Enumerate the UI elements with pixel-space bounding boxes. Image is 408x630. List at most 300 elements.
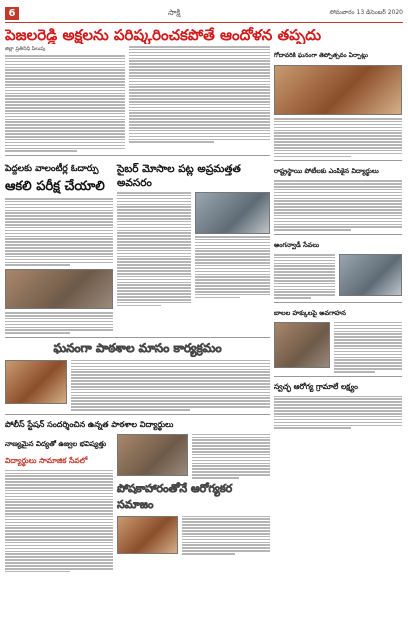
story3-headline: సైబర్ మోసాల పట్ల అప్రమత్తత అవసరం	[117, 162, 241, 189]
text-line	[5, 539, 113, 541]
text-line	[117, 224, 191, 226]
text-line	[129, 69, 270, 71]
text-line	[195, 271, 270, 273]
text-line	[5, 484, 113, 486]
text-line	[195, 282, 270, 284]
text-line	[5, 312, 113, 314]
text-line	[71, 392, 270, 394]
text-line	[5, 215, 113, 217]
text-line	[129, 78, 270, 80]
text-line	[274, 147, 402, 149]
text-line	[274, 297, 311, 299]
text-line	[5, 75, 125, 77]
text-line	[129, 115, 270, 117]
text-line	[71, 371, 270, 373]
text-line	[5, 139, 125, 141]
text-line	[334, 368, 402, 370]
text-line	[274, 150, 402, 152]
side-top-body-text	[274, 118, 402, 157]
text-line	[117, 290, 191, 292]
text-line	[192, 468, 270, 470]
text-line	[71, 383, 270, 385]
text-line	[5, 527, 113, 529]
text-line	[5, 198, 113, 200]
text-line	[5, 315, 113, 317]
text-line	[274, 416, 402, 418]
text-line	[274, 396, 402, 398]
text-line	[5, 259, 113, 261]
side-story-c-body	[334, 322, 402, 373]
text-line	[117, 267, 191, 269]
lead-body-text	[5, 55, 125, 152]
text-line	[5, 519, 113, 521]
text-line	[5, 504, 113, 506]
story3-body-text	[117, 192, 191, 306]
text-line	[71, 369, 270, 371]
text-line	[195, 297, 240, 299]
text-line	[274, 118, 402, 120]
text-line	[195, 288, 270, 290]
text-line	[117, 264, 191, 266]
story2-subheadline: ఆకలి పరీక్ష చేయాలి	[5, 178, 105, 194]
text-line	[5, 473, 113, 475]
text-line	[192, 437, 270, 439]
text-line	[5, 72, 125, 74]
text-line	[5, 121, 125, 123]
text-line	[117, 299, 191, 301]
text-line	[334, 336, 402, 338]
text-line	[182, 539, 270, 541]
text-line	[71, 400, 270, 402]
text-line	[192, 465, 270, 467]
text-line	[334, 342, 402, 344]
text-line	[274, 153, 402, 155]
text-line	[274, 203, 402, 205]
text-line	[71, 409, 191, 411]
text-line	[5, 565, 113, 567]
text-line	[129, 107, 270, 109]
text-line	[274, 398, 402, 400]
text-line	[129, 75, 270, 77]
text-line	[5, 250, 113, 252]
text-line	[5, 493, 113, 495]
text-line	[5, 475, 113, 477]
text-line	[334, 333, 402, 335]
divider	[5, 155, 270, 156]
side-column	[274, 46, 402, 572]
text-line	[274, 291, 335, 293]
text-line	[5, 513, 113, 515]
text-line	[192, 471, 270, 473]
text-line	[129, 58, 270, 60]
text-line	[129, 133, 270, 135]
text-line	[5, 318, 113, 320]
story3-body-text-2	[195, 236, 270, 298]
story7-photo	[117, 516, 178, 554]
text-line	[129, 98, 270, 100]
text-line	[274, 271, 335, 273]
text-line	[274, 260, 335, 262]
text-line	[5, 470, 113, 472]
text-line	[195, 250, 270, 252]
text-line	[274, 144, 402, 146]
side-story-a-headline: రాష్ట్రస్థాయి పోటీలకు ఎంపికైన విద్యార్థులు	[274, 167, 379, 176]
side-story-c-headline: బాలల హక్కులపై అవగాహన	[274, 308, 346, 317]
text-line	[274, 138, 402, 140]
text-line	[334, 359, 402, 361]
text-line	[117, 192, 191, 194]
text-line	[5, 212, 113, 214]
text-line	[195, 262, 270, 264]
divider	[274, 302, 402, 303]
text-line	[117, 212, 191, 214]
text-line	[5, 130, 125, 132]
text-line	[71, 366, 270, 368]
main-column	[5, 46, 270, 572]
text-line	[5, 119, 125, 121]
text-line	[195, 285, 270, 287]
text-line	[274, 127, 402, 129]
text-line	[192, 474, 270, 476]
text-line	[274, 130, 402, 132]
text-line	[5, 533, 113, 535]
text-line	[5, 98, 125, 100]
text-line	[129, 60, 270, 62]
text-line	[129, 89, 270, 91]
text-line	[71, 386, 270, 388]
text-line	[5, 81, 125, 83]
text-line	[334, 322, 402, 324]
text-line	[195, 248, 270, 250]
text-line	[5, 559, 113, 561]
text-line	[5, 478, 113, 480]
text-line	[274, 263, 335, 265]
text-line	[274, 229, 351, 231]
text-line	[117, 230, 191, 232]
text-line	[117, 247, 191, 249]
text-line	[129, 127, 270, 129]
text-line	[129, 92, 270, 94]
page-header	[5, 6, 403, 20]
story4-body-text	[71, 360, 270, 411]
side-story-b-headline: అంగన్వాడీ సేవలు	[274, 240, 320, 249]
text-line	[274, 200, 402, 202]
text-line	[5, 556, 113, 558]
text-line	[274, 212, 402, 214]
text-line	[71, 403, 270, 405]
text-line	[5, 110, 125, 112]
text-line	[5, 499, 113, 501]
text-line	[5, 253, 113, 255]
text-line	[5, 238, 113, 240]
text-line	[117, 235, 191, 237]
text-line	[182, 524, 270, 526]
page-number: 6	[5, 7, 19, 20]
text-line	[117, 241, 191, 243]
text-line	[5, 551, 113, 553]
text-line	[5, 145, 125, 147]
text-line	[117, 270, 191, 272]
side-story-a-body	[274, 180, 402, 231]
text-line	[192, 445, 270, 447]
text-line	[117, 250, 191, 252]
text-line	[5, 522, 113, 524]
text-line	[71, 380, 270, 382]
story4-headline: ఘనంగా పాఠశాల మాసం కార్యక్రమం	[53, 340, 222, 355]
story4-photo	[5, 360, 67, 404]
text-line	[5, 142, 125, 144]
lead-body-text-2	[129, 46, 270, 143]
text-line	[5, 262, 113, 264]
text-line	[334, 331, 402, 333]
text-line	[334, 325, 402, 327]
text-line	[5, 58, 125, 60]
text-line	[5, 525, 113, 527]
text-line	[5, 244, 113, 246]
text-line	[5, 104, 125, 106]
text-line	[182, 521, 270, 523]
text-line	[192, 434, 270, 436]
text-line	[182, 530, 270, 532]
text-line	[129, 63, 270, 65]
story6-headline: నాణ్యమైన విద్యతో ఉజ్వల భవిష్యత్తు	[5, 439, 107, 448]
text-line	[274, 192, 402, 194]
text-line	[5, 95, 125, 97]
story7-body-text	[182, 516, 270, 555]
text-line	[129, 72, 270, 74]
text-line	[5, 233, 113, 235]
text-line	[334, 371, 375, 373]
text-line	[192, 448, 270, 450]
text-line	[5, 127, 125, 129]
text-line	[5, 490, 113, 492]
text-line	[117, 232, 191, 234]
date-line: సోమవారం 13 డిసెంబర్ 2020	[329, 9, 403, 16]
side-story-c-photo	[274, 322, 330, 368]
text-line	[274, 268, 335, 270]
text-line	[5, 536, 113, 538]
text-line	[182, 544, 270, 546]
side-story-b-body	[274, 254, 335, 299]
text-line	[274, 195, 402, 197]
text-line	[5, 571, 70, 573]
text-line	[5, 542, 113, 544]
text-line	[117, 206, 191, 208]
text-line	[5, 553, 113, 555]
text-line	[334, 362, 402, 364]
text-line	[274, 215, 402, 217]
text-line	[5, 224, 113, 226]
text-line	[5, 84, 125, 86]
divider	[5, 414, 270, 415]
text-line	[334, 354, 402, 356]
text-line	[5, 90, 125, 92]
text-line	[274, 294, 335, 296]
story2-body-text	[5, 198, 113, 266]
text-line	[5, 321, 113, 323]
text-line	[274, 277, 335, 279]
text-line	[195, 259, 270, 261]
text-line	[129, 86, 270, 88]
text-line	[117, 227, 191, 229]
side-story-d-headline: స్వచ్ఛ ఆరోగ్య గ్రామాలే లక్ష్యం	[274, 381, 358, 391]
text-line	[5, 64, 125, 66]
story7-headline: పోషకాహారంతోనే ఆరోగ్యకర సమాజం	[117, 481, 233, 511]
paper-name: సాక్షి	[168, 7, 181, 17]
text-line	[129, 112, 270, 114]
text-line	[117, 238, 191, 240]
text-line	[129, 46, 270, 48]
text-line	[5, 501, 113, 503]
text-line	[117, 279, 191, 281]
text-line	[5, 67, 125, 69]
text-line	[5, 236, 113, 238]
text-line	[71, 363, 270, 365]
text-line	[71, 397, 270, 399]
text-line	[192, 457, 270, 459]
text-line	[117, 221, 191, 223]
text-line	[334, 345, 402, 347]
text-line	[192, 460, 270, 462]
text-line	[5, 230, 113, 232]
text-line	[195, 236, 270, 238]
text-line	[117, 282, 191, 284]
text-line	[274, 427, 351, 429]
text-line	[117, 273, 191, 275]
divider	[274, 234, 402, 235]
text-line	[129, 81, 270, 83]
text-line	[5, 241, 113, 243]
text-line	[129, 130, 270, 132]
text-line	[182, 533, 270, 535]
text-line	[274, 135, 402, 137]
text-line	[274, 156, 351, 158]
text-line	[117, 276, 191, 278]
text-line	[129, 136, 270, 138]
text-line	[182, 518, 270, 520]
story6-body-text	[5, 470, 113, 573]
text-line	[5, 113, 125, 115]
text-line	[117, 198, 191, 200]
text-line	[5, 227, 113, 229]
text-line	[274, 254, 335, 256]
text-line	[129, 104, 270, 106]
story6-subheadline: విద్యార్థులు సామాజిక సేవలో	[5, 455, 88, 465]
text-line	[334, 351, 402, 353]
text-line	[274, 422, 402, 424]
story5-body-text	[192, 434, 270, 479]
text-line	[195, 239, 270, 241]
text-line	[5, 487, 113, 489]
text-line	[71, 395, 270, 397]
text-line	[195, 268, 270, 270]
text-line	[274, 124, 402, 126]
text-line	[5, 545, 113, 547]
divider	[5, 337, 270, 338]
text-line	[274, 224, 402, 226]
text-line	[182, 547, 270, 549]
text-line	[5, 264, 70, 266]
text-line	[274, 226, 402, 228]
text-line	[129, 110, 270, 112]
text-line	[274, 407, 402, 409]
text-line	[274, 209, 402, 211]
text-line	[182, 550, 270, 552]
text-line	[195, 265, 270, 267]
text-line	[274, 410, 402, 412]
text-line	[192, 454, 270, 456]
text-line	[274, 121, 402, 123]
text-line	[274, 132, 402, 134]
text-line	[334, 357, 402, 359]
text-line	[274, 404, 402, 406]
story2-headline: పెద్దలకు వాలంటీర్ల ఓదార్పు	[5, 163, 99, 174]
text-line	[117, 201, 191, 203]
text-line	[192, 451, 270, 453]
text-line	[195, 256, 270, 258]
text-line	[5, 201, 113, 203]
text-line	[274, 221, 402, 223]
text-line	[195, 291, 270, 293]
text-line	[192, 463, 270, 465]
text-line	[129, 101, 270, 103]
text-line	[5, 329, 113, 331]
text-line	[5, 136, 125, 138]
text-line	[117, 209, 191, 211]
text-line	[5, 116, 125, 118]
text-line	[334, 348, 402, 350]
text-line	[274, 265, 335, 267]
text-line	[117, 218, 191, 220]
text-line	[5, 87, 125, 89]
text-line	[5, 93, 125, 95]
text-line	[5, 107, 125, 109]
text-line	[195, 294, 270, 296]
text-line	[117, 195, 191, 197]
text-line	[129, 84, 270, 86]
text-line	[334, 365, 402, 367]
text-line	[274, 289, 335, 291]
text-line	[5, 324, 113, 326]
text-line	[5, 78, 125, 80]
text-line	[71, 406, 270, 408]
text-line	[71, 360, 270, 362]
text-line	[274, 425, 402, 427]
text-line	[274, 274, 335, 276]
text-line	[129, 124, 270, 126]
text-line	[117, 244, 191, 246]
text-line	[195, 276, 270, 278]
text-line	[129, 55, 270, 57]
side-top-photo	[274, 65, 402, 115]
text-line	[117, 302, 191, 304]
text-line	[195, 242, 270, 244]
text-line	[5, 332, 70, 334]
text-line	[5, 481, 113, 483]
text-line	[182, 527, 270, 529]
text-line	[5, 562, 113, 564]
text-line	[129, 121, 270, 123]
text-line	[5, 256, 113, 258]
text-line	[5, 204, 113, 206]
text-line	[117, 296, 191, 298]
text-line	[195, 274, 270, 276]
divider	[274, 376, 402, 377]
text-line	[274, 180, 402, 182]
text-line	[5, 101, 125, 103]
text-line	[129, 66, 270, 68]
text-line	[195, 253, 270, 255]
